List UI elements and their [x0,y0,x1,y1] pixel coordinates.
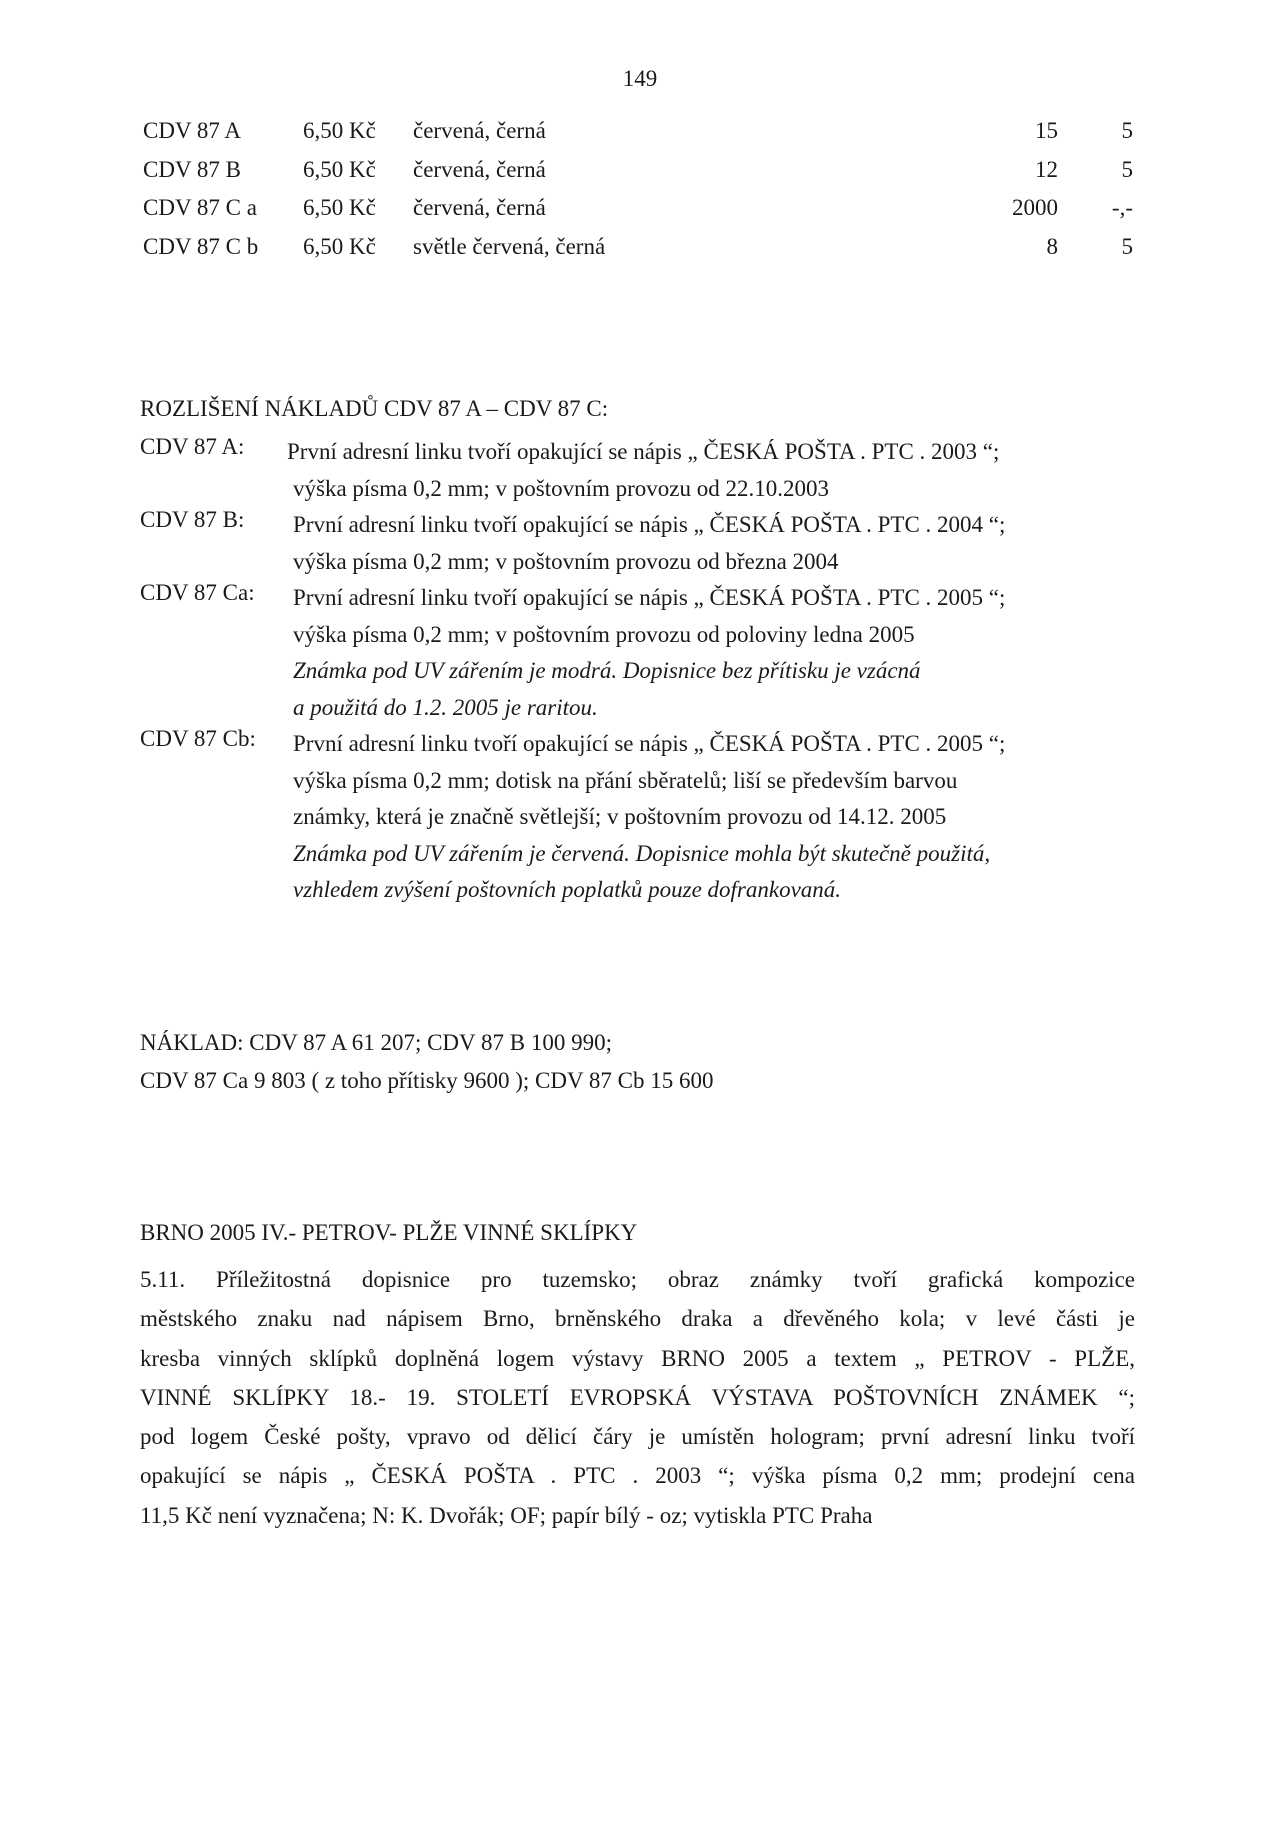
row-value-unused: 2000 [1012,195,1058,220]
row-code: CDV 87 C b [143,233,259,259]
row-price: 6,50 Kč [303,195,376,220]
print-run-line: NÁKLAD: CDV 87 A 61 207; CDV 87 B 100 990; [140,1030,612,1055]
row-value-unused: 15 [1035,118,1058,143]
variant-line: První adresní linku tvoří opakující se nápis „ ČESKÁ POŠTA . PTC . 2005 “; [293,731,1006,756]
variant-line: výška písma 0,2 mm; v poštovním provozu od poloviny ledna 2005 [293,621,915,647]
variant-code: CDV 87 Ca: [140,580,255,605]
row-color: světle červená, černá [413,233,606,259]
variant-note: Známka pod UV zářením je červená. Dopisnice mohla být skutečně použitá, [293,840,991,866]
variant-code: CDV 87 B: [140,507,245,532]
print-run-line: CDV 87 Ca 9 803 ( z toho přítisky 9600 ); CDV 87 Cb 15 600 [140,1068,714,1093]
variant-line: výška písma 0,2 mm; v poštovním provozu od 22.10.2003 [293,475,830,501]
row-color: červená, černá [413,195,546,220]
variant-cdv87ca [140,580,1140,726]
paragraph-line: městského znaku nad nápisem Brno, brněnského draka a dřevěného kola; v levé části je [140,1306,1135,1332]
variant-line: známky, která je značně světlejší; v poštovním provozu od 14.12. 2005 [293,804,947,829]
brno-paragraph [140,1260,1135,1535]
variant-cdv87a [140,434,1140,507]
row-value-used: 5 [1121,156,1133,182]
row-price: 6,50 Kč [303,156,376,182]
table-row [143,195,1133,234]
row-color: červená, černá [413,118,546,143]
row-value-used: 5 [1121,233,1133,259]
variant-line: výška písma 0,2 mm; v poštovním provozu od března 2004 [293,548,839,574]
price-table [143,118,1133,272]
table-row [143,234,1133,273]
variant-note: vzhledem zvýšení poštovních poplatků pouze dofrankovaná. [293,877,842,902]
row-price: 6,50 Kč [303,118,376,143]
paragraph-line: VINNÉ SKLÍPKY 18.- 19. STOLETÍ EVROPSKÁ VÝSTAVA POŠTOVNÍCH ZNÁMEK “; [140,1384,1135,1410]
distinction-title: ROZLIŠENÍ NÁKLADŮ CDV 87 A – CDV 87 C: [140,396,609,421]
row-color: červená, černá [413,156,546,182]
table-row [143,118,1133,157]
variant-line: výška písma 0,2 mm; dotisk na přání sběratelů; liší se především barvou [293,767,958,793]
paragraph-line: kresba vinných sklípků doplněná logem výstavy BRNO 2005 a textem „ PETROV - PLŽE, [140,1345,1135,1371]
paragraph-line: 11,5 Kč není vyznačena; N: K. Dvořák; OF; papír bílý - oz; vytiskla PTC Praha [140,1502,873,1528]
variant-list [140,434,1140,909]
variant-line: První adresní linku tvoří opakující se nápis „ ČESKÁ POŠTA . PTC . 2005 “; [293,585,1006,610]
print-runs [140,1024,714,1100]
table-row [143,157,1133,196]
page-number: 149 [622,66,658,91]
variant-note: Známka pod UV zářením je modrá. Dopisnice bez přítisku je vzácná [293,658,921,683]
variant-note: a použitá do 1.2. 2005 je raritou. [293,694,598,720]
row-value-used: 5 [1121,118,1133,143]
variant-code: CDV 87 A: [140,434,245,459]
row-code: CDV 87 C a [143,195,257,220]
row-code: CDV 87 B [143,156,241,182]
paragraph-line: opakující se nápis „ ČESKÁ POŠTA . PTC . 2003 “; výška písma 0,2 mm; prodejní cena [140,1463,1135,1489]
row-value-used: -,- [1111,195,1133,220]
variant-cdv87b [140,507,1140,580]
paragraph-line: 5.11. Příležitostná dopisnice pro tuzemsko; obraz známky tvoří grafická kompozice [140,1267,1135,1292]
row-value-unused: 12 [1035,156,1058,182]
variant-cdv87cb [140,726,1140,909]
paragraph-line: pod logem České pošty, vpravo od dělicí čáry je umístěn hologram; první adresní linku tvoří [140,1424,1135,1450]
variant-line: První adresní linku tvoří opakující se nápis „ ČESKÁ POŠTA . PTC . 2003 “; [287,439,1000,464]
variant-code: CDV 87 Cb: [140,726,256,751]
row-code: CDV 87 A [143,118,241,143]
brno-section-title: BRNO 2005 IV.- PETROV- PLŽE VINNÉ SKLÍPKY [140,1220,638,1245]
variant-line: První adresní linku tvoří opakující se nápis „ ČESKÁ POŠTA . PTC . 2004 “; [293,512,1006,537]
row-value-unused: 8 [1046,233,1058,259]
row-price: 6,50 Kč [303,233,376,259]
